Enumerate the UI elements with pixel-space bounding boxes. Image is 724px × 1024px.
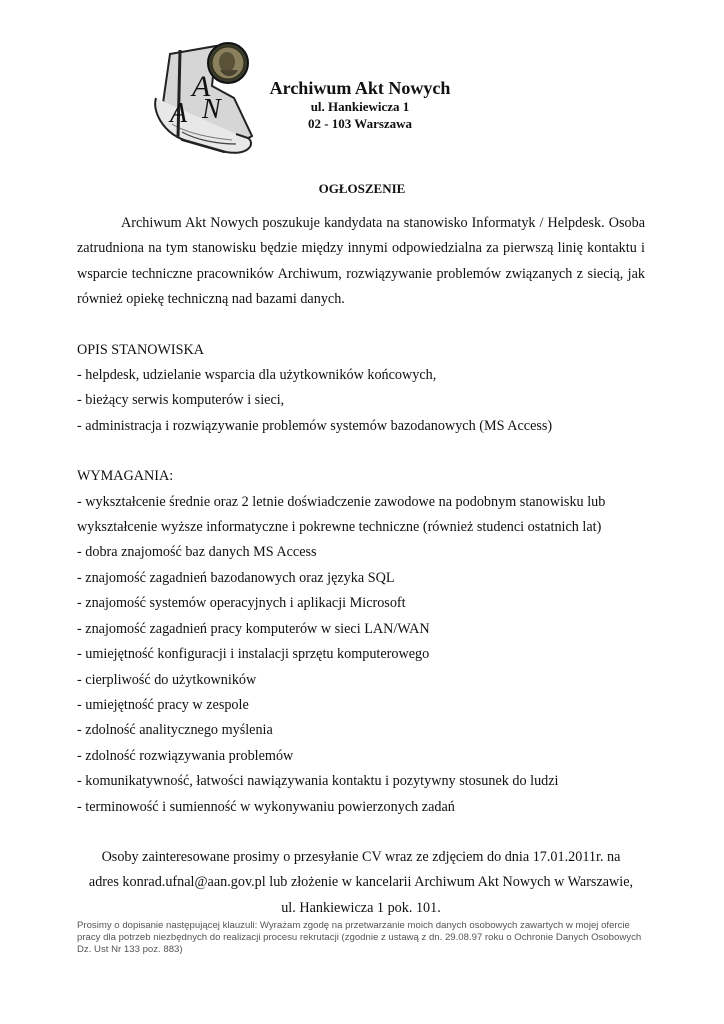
- address-city: 02 - 103 Warszawa: [307, 116, 413, 131]
- requirement-item: - wykształcenie średnie oraz 2 letnie doświadczenie zawodowe na podobnym stanowisku lub wykształcenie wyższe informatyczne i pokrewne techniczne (również studenci ostatnich lat): [77, 493, 606, 536]
- closing-line: Osoby zainteresowane prosimy o przesyłanie CV wraz ze zdjęciem do dnia 17.01.2011r. na: [101, 848, 621, 865]
- requirement-item: - zdolność analitycznego myślenia: [77, 722, 273, 739]
- requirement-item: - umiejętność pracy w zespole: [77, 696, 249, 713]
- archive-logo: [152, 40, 262, 156]
- requirement-item: - dobra znajomość baz danych MS Access: [77, 544, 317, 561]
- announcement-body: [77, 211, 645, 921]
- requirement-item: - zdolność rozwiązywania problemów: [77, 747, 294, 764]
- closing-line-email[interactable]: adres konrad.ufnal@aan.gov.pl lub złożenie w kancelarii Archiwum Akt Nowych w Warszawie,: [88, 874, 634, 891]
- organization-name: Archiwum Akt Nowych: [269, 78, 451, 98]
- requirement-item: - znajomość zagadnień pracy komputerów w sieci LAN/WAN: [77, 620, 430, 637]
- requirement-item: - znajomość systemów operacyjnych i aplikacji Microsoft: [77, 595, 406, 612]
- requirements-heading: WYMAGANIA:: [77, 468, 174, 485]
- description-item: - helpdesk, udzielanie wsparcia dla użytkowników końcowych,: [77, 367, 437, 384]
- intro-paragraph: Archiwum Akt Nowych poszukuje kandydata na stanowisko Informatyk / Helpdesk. Osoba zatrudniona na tym stanowisku będzie między innymi odpowiedzialna za pierwszą linię kontaktu i wsparcie techniczne pracowników Archiwum, rozwiązywanie problemów związanych z siecią, jak również opiekę techniczną nad bazami danych.: [77, 215, 645, 308]
- closing-paragraph: [77, 845, 645, 921]
- address-street: ul. Hankiewicza 1: [310, 99, 410, 114]
- closing-line: ul. Hankiewicza 1 pok. 101.: [281, 899, 441, 916]
- requirement-item: - cierpliwość do użytkowników: [77, 671, 257, 688]
- description-item: - bieżący serwis komputerów i sieci,: [77, 392, 285, 409]
- scroll-seal-logo-icon: [152, 40, 262, 156]
- organization-header: [262, 78, 458, 132]
- description-item: - administracja i rozwiązywanie problemów systemów bazodanowych (MS Access): [77, 417, 553, 434]
- svg-text:A: A: [170, 98, 188, 129]
- requirements-section: [77, 464, 645, 820]
- svg-text:N: N: [202, 94, 221, 125]
- requirement-item: - umiejętność konfiguracji i instalacji sprzętu komputerowego: [77, 646, 430, 663]
- svg-text:A: A: [192, 70, 211, 103]
- announcement-title: OGŁOSZENIE: [318, 181, 406, 196]
- description-heading: OPIS STANOWISKA: [77, 341, 204, 358]
- description-section: [77, 338, 645, 440]
- requirement-item: - terminowość i sumienność w wykonywaniu powierzonych zadań: [77, 798, 455, 815]
- requirement-item: - znajomość zagadnień bazodanowych oraz języka SQL: [77, 569, 395, 586]
- data-consent-clause: Prosimy o dopisanie następującej klauzuli: Wyrażam zgodę na przetwarzanie moich danych osobowych zawartych w mojej ofercie pracy dla potrzeb niezbędnych do realizacji procesu rekrutacji (zgodnie z ustawą z dn. 29.08.97 roku o Ochronie Danych Osobowych Dz. Ust Nr 133 poz. 883): [77, 920, 642, 955]
- requirement-item: - komunikatywność, łatwości nawiązywania kontaktu i pozytywny stosunek do ludzi: [77, 773, 559, 790]
